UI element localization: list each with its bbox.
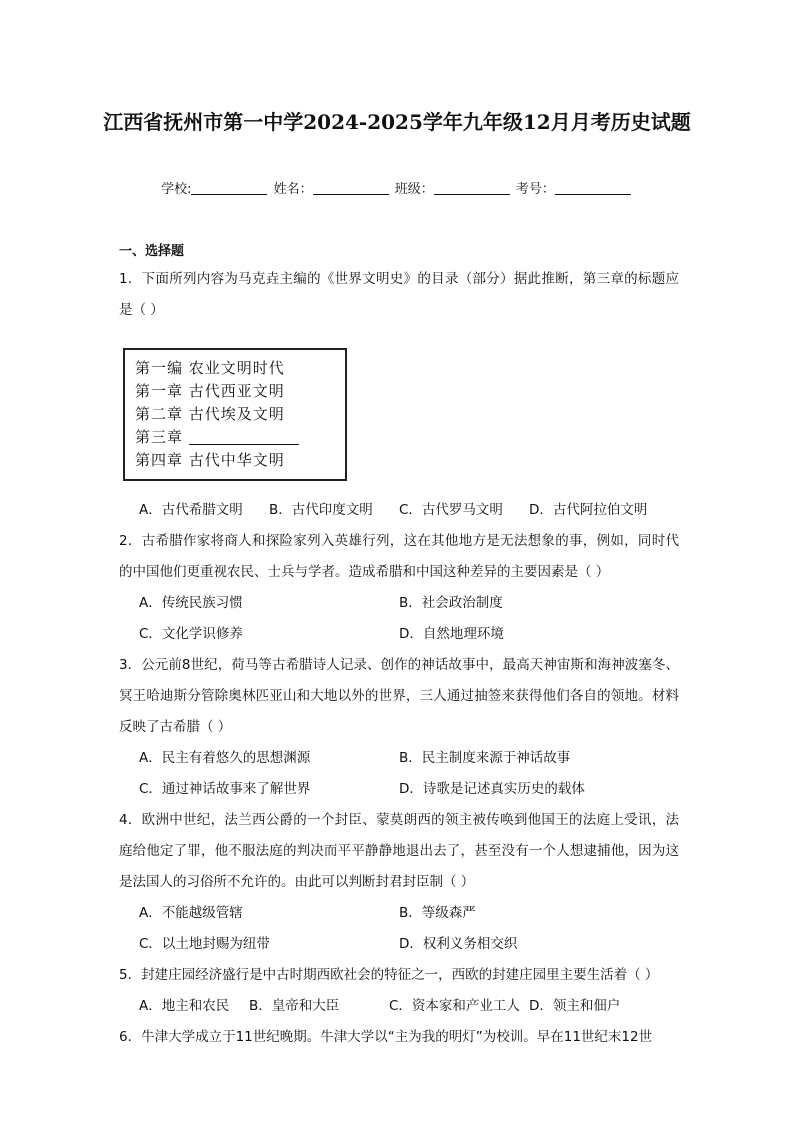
number-blank[interactable] [555, 182, 631, 195]
option-b[interactable]: B．社会政治制度 [399, 595, 503, 611]
section-heading: 一、选择题 [119, 244, 185, 259]
class-blank[interactable] [434, 182, 510, 195]
option-a[interactable]: A．不能越级管辖 [139, 905, 243, 921]
option-c[interactable]: C．古代罗马文明 [399, 502, 503, 518]
option-d[interactable]: D．诗歌是记述真实历史的载体 [399, 781, 585, 797]
option-b[interactable]: B．古代印度文明 [269, 502, 373, 518]
option-d[interactable]: D．古代阿拉伯文明 [529, 502, 648, 518]
option-c[interactable]: C．文化学识修养 [139, 626, 243, 642]
option-a[interactable]: A．地主和农民 [139, 998, 230, 1014]
question-2-stem: 2．古希腊作家将商人和探险家列入英雄行列，这在其他地方是无法想象的事，例如，同时代的中国他们更重视农民、士兵与学者。造成希腊和中国这种差异的主要因素是（ ） [119, 533, 679, 580]
option-a[interactable]: A．古代希腊文明 [139, 502, 243, 518]
question-list [119, 240, 679, 1053]
student-info-line [0, 178, 794, 197]
option-d[interactable]: D．领主和佃户 [529, 998, 621, 1014]
table-of-contents-box [123, 348, 347, 481]
question-1-options [119, 495, 679, 526]
option-d[interactable]: D．自然地理环境 [399, 626, 504, 642]
option-c[interactable]: C．资本家和产业工人 [389, 998, 520, 1014]
question-6-stem: 6．牛津大学成立于11世纪晚期。牛津大学以“主为我的明灯”为校训。早在11世纪末12世 [119, 1029, 653, 1045]
option-c[interactable]: C．通过神话故事来了解世界 [139, 781, 311, 797]
page-title: 江西省抚州市第一中学2024-2025学年九年级12月月考历史试题 [103, 110, 691, 134]
option-b[interactable]: B．等级森严 [399, 905, 476, 921]
toc-blank-underline [189, 430, 299, 445]
school-label: 学校: [161, 182, 192, 197]
toc-line: 第二章 古代埃及文明 [135, 405, 285, 423]
question-4-options [119, 898, 679, 929]
question-5-stem: 5．封建庄园经济盛行是中古时期西欧社会的特征之一，西欧的封建庄园里主要生活着（ ） [119, 967, 659, 983]
toc-line: 第四章 古代中华文明 [135, 451, 285, 469]
school-blank[interactable] [191, 182, 267, 195]
question-3-stem: 3．公元前8世纪，荷马等古希腊诗人记录、创作的神话故事中，最高天神宙斯和海神波塞冬、冥王哈迪斯分管除奥林匹亚山和大地以外的世界，三人通过抽签来获得他们各自的领地。材料反映了古希腊（ ） [119, 657, 679, 735]
question-4-options [119, 929, 679, 960]
toc-line: 第一编 农业文明时代 [135, 359, 285, 377]
question-3-options [119, 743, 679, 774]
question-2-options [119, 588, 679, 619]
question-5-options [119, 991, 679, 1022]
name-label: 姓名： [273, 182, 313, 197]
option-b[interactable]: B．民主制度来源于神话故事 [399, 750, 571, 766]
option-a[interactable]: A．民主有着悠久的思想渊源 [139, 750, 311, 766]
question-1-stem: 1．下面所列内容为马克垚主编的《世界文明史》的目录（部分）据此推断，第三章的标题应是（ ） [119, 271, 679, 318]
class-label: 班级： [394, 182, 434, 197]
question-4-stem: 4．欧洲中世纪，法兰西公爵的一个封臣、蒙莫朗西的领主被传唤到他国王的法庭上受讯，法庭给他定了罪，他不服法庭的判决而平平静静地退出去了，甚至没有一个人想逮捕他，因为这是法国人的习俗所不允许的。由此可以判断封君封臣制（ ） [119, 812, 679, 890]
option-d[interactable]: D．权利义务相交织 [399, 936, 518, 952]
number-label: 考号： [515, 182, 555, 197]
option-b[interactable]: B．皇帝和大臣 [249, 998, 340, 1014]
question-2-options [119, 619, 679, 650]
question-3-options [119, 774, 679, 805]
name-blank[interactable] [313, 182, 389, 195]
option-c[interactable]: C．以土地封赐为纽带 [139, 936, 270, 952]
toc-line-blank: 第三章 [135, 426, 335, 449]
toc-line: 第一章 古代西亚文明 [135, 382, 285, 400]
option-a[interactable]: A．传统民族习惯 [139, 595, 243, 611]
